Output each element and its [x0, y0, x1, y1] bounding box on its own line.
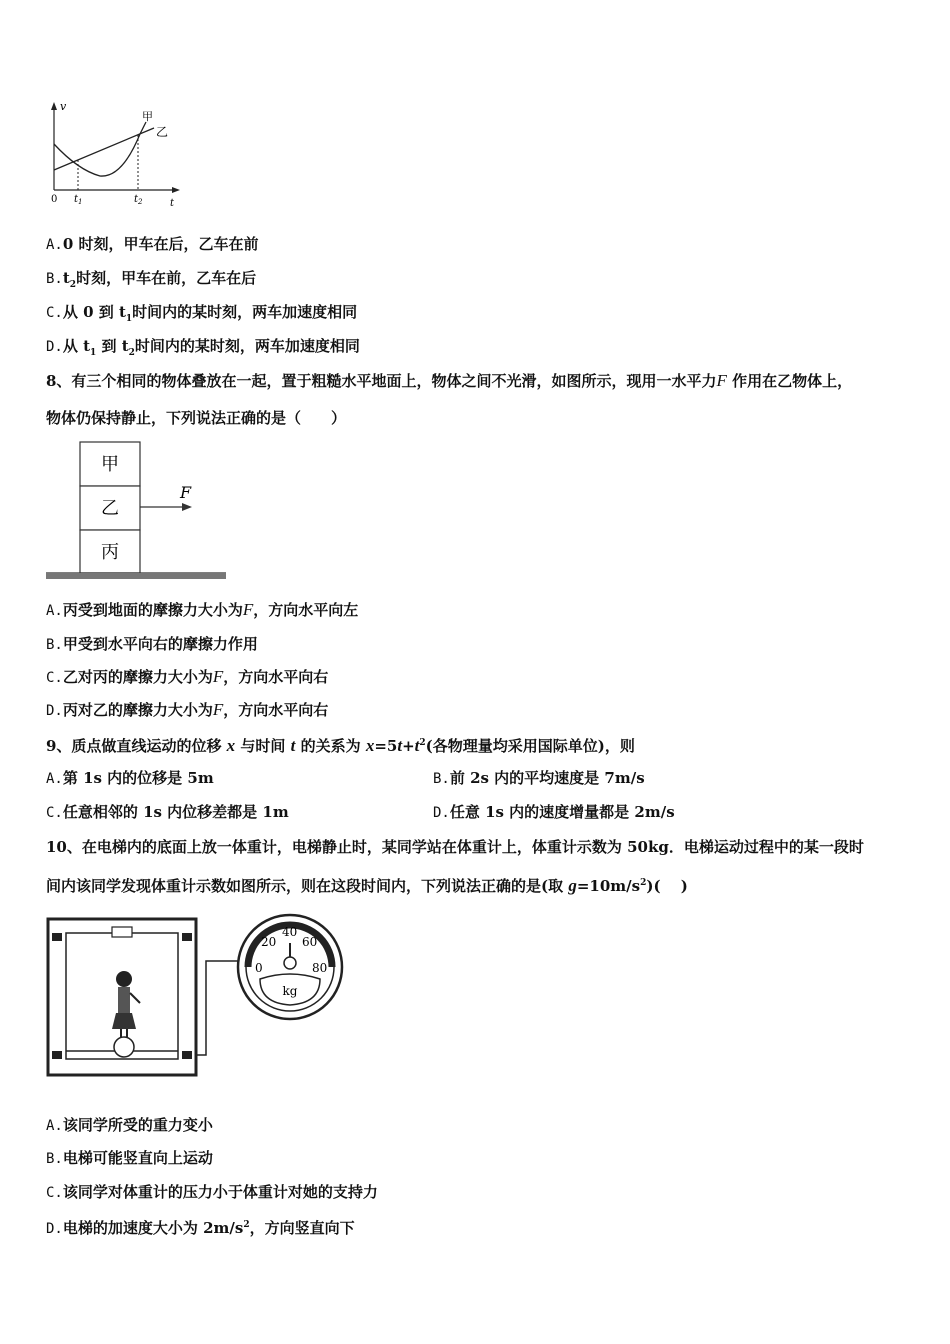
q7-option-d[interactable] — [46, 336, 360, 363]
origin-label: 0 — [51, 194, 58, 205]
option-text: ，方向水平向右 — [223, 701, 329, 719]
option-key: B. — [46, 637, 63, 653]
eq-x: x — [365, 736, 375, 755]
q7-option-c[interactable] — [46, 302, 357, 329]
option-key: D. — [46, 339, 63, 355]
superscript: 2 — [640, 878, 647, 888]
subscript: 2 — [69, 280, 77, 290]
q8-stem-line2: 物体仍保持静止，下列说法正确的是（ ） — [46, 409, 347, 427]
option-text: 电梯的加速度大小为 2m/s — [62, 1219, 244, 1237]
q9-option-a[interactable] — [46, 768, 214, 789]
dial-mark-20: 20 — [261, 935, 277, 949]
var-x: x — [226, 736, 236, 755]
force-symbol: F — [716, 371, 727, 390]
option-text: 乙对丙的摩擦力大小为 — [62, 668, 213, 686]
q8-option-c[interactable] — [46, 667, 328, 688]
dial-unit: kg — [282, 984, 298, 998]
eq-text: =5 — [374, 737, 398, 755]
option-key: C. — [46, 670, 63, 686]
curve-jia — [54, 122, 146, 176]
line-yi — [54, 128, 154, 170]
person-head — [116, 971, 132, 987]
person-skirt — [112, 1013, 136, 1029]
var-g: g — [568, 876, 577, 895]
q8-stem-line1 — [46, 371, 852, 391]
q10-option-b[interactable] — [46, 1148, 213, 1169]
person-body — [118, 987, 130, 1013]
v-axis-arrow — [51, 102, 57, 110]
subscript: 1 — [125, 314, 133, 324]
option-text: 前 2s 内的平均速度是 7m/s — [449, 769, 645, 787]
option-text: 时间内的某时刻，两车加速度相同 — [132, 303, 358, 321]
option-text: 该同学对体重计的压力小于体重计对她的支持力 — [62, 1183, 378, 1201]
option-text: 该同学所受的重力变小 — [62, 1116, 213, 1134]
stem-text: 间内该同学发现体重计示数如图所示，则在这段时间内，下列说法正确的是(取 — [46, 877, 569, 895]
superscript: 2 — [243, 1220, 250, 1230]
option-text: 时间内的某时刻，两车加速度相同 — [134, 337, 360, 355]
q8-option-b[interactable] — [46, 634, 258, 655]
option-key: B. — [433, 771, 450, 787]
option-key: B. — [46, 271, 63, 287]
weighing-scale — [114, 1037, 134, 1057]
q8-option-d[interactable] — [46, 700, 328, 721]
option-key: B. — [46, 1151, 63, 1167]
subscript: 2 — [128, 348, 135, 358]
ceiling-lamp — [112, 927, 132, 937]
block-bing-label: 丙 — [101, 542, 119, 563]
stem-text: 9、质点做直线运动的位移 — [46, 737, 227, 755]
q10-stem-line1: 10、在电梯内的底面上放一体重计，电梯静止时，某同学站在体重计上，体重计示数为 50kg．电梯运动过程中的某一段时 — [46, 838, 864, 856]
option-text: 丙对乙的摩擦力大小为 — [62, 701, 213, 719]
option-key: D. — [46, 703, 63, 719]
t2-label: $t_2$ — [134, 194, 143, 206]
eq-t: t — [397, 736, 403, 755]
stem-text: =10m/s — [576, 877, 641, 895]
q10-stem-line2 — [46, 873, 688, 896]
option-text: 到 t — [96, 337, 129, 355]
t-label: t — [170, 198, 175, 209]
option-text: 0 时刻，甲车在后，乙车在前 — [62, 235, 259, 253]
eq-text: + — [402, 737, 415, 755]
block-jia-label: 甲 — [101, 454, 119, 475]
corner-block-bl — [52, 1051, 62, 1059]
option-text: ，方向水平向左 — [253, 601, 359, 619]
stem-text: )( ) — [646, 877, 688, 895]
option-text: 丙受到地面的摩擦力大小为 — [62, 601, 243, 619]
t1-label: $t_1$ — [74, 194, 83, 206]
block-yi-label: 乙 — [101, 498, 119, 519]
option-key: D. — [46, 1221, 63, 1237]
force-symbol: F — [212, 700, 224, 719]
q7-option-b[interactable] — [46, 268, 256, 295]
dial-mark-0: 0 — [255, 961, 263, 975]
option-text: 任意 1s 内的速度增量都是 2m/s — [449, 803, 675, 821]
option-text: 电梯可能竖直向上运动 — [62, 1149, 213, 1167]
elevator-scale-figure — [44, 905, 344, 1083]
stem-text: 8、有三个相同的物体叠放在一起，置于粗糙水平地面上，物体之间不光滑，如图所示，现用一水平力 — [46, 372, 717, 390]
option-text: 从 t — [62, 337, 91, 355]
subscript: 1 — [90, 348, 97, 358]
eq-t2: t — [414, 736, 420, 755]
option-text: 第 1s 内的位移是 5m — [62, 769, 214, 787]
option-key: C. — [46, 1185, 63, 1201]
stem-text: (各物理量均采用国际单位)，则 — [425, 737, 635, 755]
force-arrow-head — [182, 503, 192, 511]
t-axis-arrow — [172, 187, 180, 193]
q9-option-d[interactable] — [433, 802, 675, 823]
q10-option-a[interactable] — [46, 1115, 213, 1136]
option-text: 从 0 到 t — [62, 303, 126, 321]
var-t: t — [290, 736, 296, 755]
force-symbol: F — [242, 600, 254, 619]
stem-text: 与时间 — [235, 737, 291, 755]
ground-hatch — [46, 573, 226, 579]
option-key: A. — [46, 603, 63, 619]
option-key: A. — [46, 771, 63, 787]
q9-stem — [46, 733, 635, 756]
option-key: D. — [433, 805, 450, 821]
superscript: 2 — [419, 738, 426, 748]
dial-mark-40: 40 — [282, 925, 298, 939]
q8-option-a[interactable] — [46, 600, 358, 621]
q10-option-d[interactable] — [46, 1215, 355, 1239]
corner-block-br — [182, 1051, 192, 1059]
stem-text: 的关系为 — [295, 737, 366, 755]
option-text: ，方向竖直向下 — [249, 1219, 355, 1237]
jia-label: 甲 — [142, 110, 153, 123]
force-symbol: F — [212, 667, 224, 686]
option-key: C. — [46, 305, 63, 321]
vt-graph — [40, 98, 190, 210]
dial-pivot — [284, 957, 296, 969]
q7-option-a[interactable] — [46, 234, 259, 255]
corner-block-tl — [52, 933, 62, 941]
option-key: C. — [46, 805, 63, 821]
q10-option-c[interactable] — [46, 1182, 378, 1203]
corner-block-tr — [182, 933, 192, 941]
option-text: 时刻，甲车在前，乙车在后 — [76, 269, 257, 287]
q9-option-b[interactable] — [433, 768, 645, 789]
q9-option-c[interactable] — [46, 802, 289, 823]
option-key: A. — [46, 1118, 63, 1134]
person-arm — [130, 993, 140, 1003]
yi-label: 乙 — [156, 125, 169, 139]
option-text: ，方向水平向右 — [223, 668, 329, 686]
v-label: v — [60, 100, 67, 113]
stacked-blocks-figure — [44, 438, 234, 582]
stem-text: 作用在乙物体上， — [726, 372, 853, 390]
connecting-wire — [196, 961, 240, 1055]
option-text: 任意相邻的 1s 内位移差都是 1m — [62, 803, 289, 821]
dial-mark-80: 80 — [312, 961, 328, 975]
option-key: A. — [46, 237, 63, 253]
dial-mark-60: 60 — [302, 935, 318, 949]
option-text: t — [62, 269, 70, 287]
option-text: 甲受到水平向右的摩擦力作用 — [62, 635, 258, 653]
force-label: F — [180, 483, 192, 502]
